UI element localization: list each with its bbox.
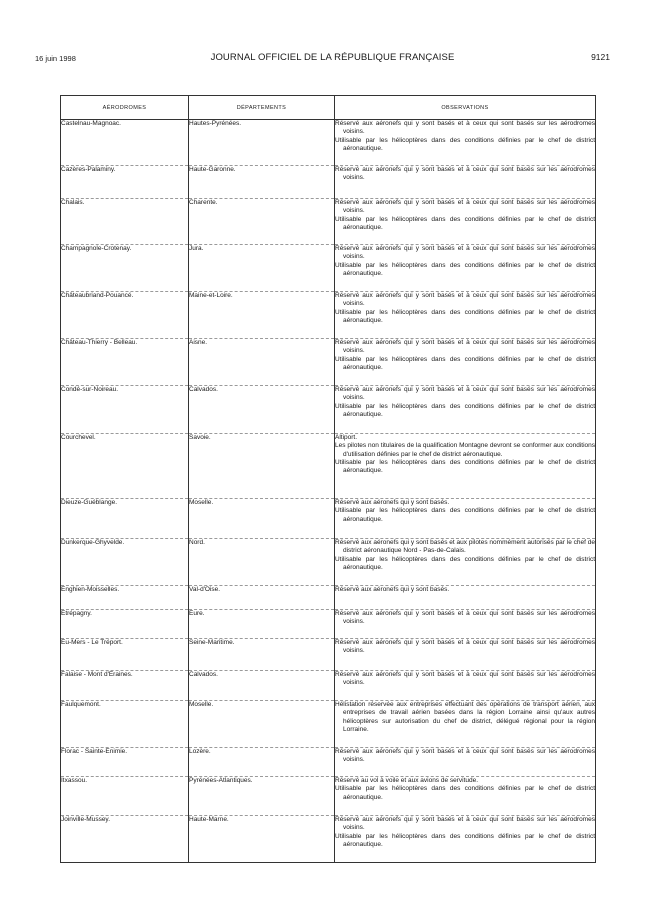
aerodrome-cell: Dunkerque-Ghyvelde. — [61, 539, 189, 586]
observations-cell — [335, 777, 596, 816]
aerodrome-cell: Joinville-Mussey. — [61, 816, 189, 863]
observation-paragraph: Réservé aux aéronefs qui y sont basés et à ceux qui sont basés sur les aérodromes voisins. — [335, 199, 595, 215]
table-row — [61, 166, 596, 199]
table-row — [61, 748, 596, 777]
table-header-row — [61, 96, 596, 120]
observation-paragraph: Réservé aux aéronefs qui y sont basés et à ceux qui sont basés sur les aérodromes voisins. — [335, 816, 595, 832]
observation-paragraph: Les pilotes non titulaires de la qualification Montagne devront se conformer aux conditions d'utilisation définies par le chef de district aéronautique. — [335, 442, 595, 458]
observations-cell — [335, 816, 596, 863]
departement-cell: Jura. — [189, 245, 335, 292]
table-row — [61, 499, 596, 539]
departement-cell: Haute-Garonne. — [189, 166, 335, 199]
observation-paragraph: Réservé aux aéronefs qui y sont basés et à ceux qui sont basés sur les aérodromes voisins. — [335, 610, 595, 626]
departement-cell: Moselle. — [189, 701, 335, 748]
table-row — [61, 199, 596, 245]
observations-cell — [335, 586, 596, 610]
observations-cell — [335, 434, 596, 499]
observations-cell — [335, 639, 596, 671]
observations-cell — [335, 539, 596, 586]
table-row — [61, 610, 596, 639]
observation-paragraph: Réservé aux aéronefs qui y sont basés et à ceux qui sont basés sur les aérodromes voisins. — [335, 386, 595, 402]
table-row — [61, 586, 596, 610]
aerodrome-cell: Champagnole-Crotenay. — [61, 245, 189, 292]
observation-paragraph: Utilisable par les hélicoptères dans des conditions définies par le chef de district aéronautique. — [335, 215, 595, 231]
observation-paragraph: Réservé aux aéronefs qui y sont basés et à ceux qui sont basés sur les aérodromes voisins. — [335, 245, 595, 261]
observation-paragraph: Utilisable par les hélicoptères dans des conditions définies par le chef de district aéronautique. — [335, 507, 595, 523]
observation-paragraph: Réservé aux aéronefs qui y sont basés et aux pilotes nommément autorisés par le chef de district aéronautique Nord - Pas-de-Calais. — [335, 539, 595, 555]
observation-paragraph: Réservé au vol à voile et aux avions de servitude. — [335, 777, 479, 784]
departement-cell: Seine-Maritime. — [189, 639, 335, 671]
departement-cell: Aisne. — [189, 339, 335, 386]
observations-cell — [335, 199, 596, 245]
departement-cell: Haute-Marne. — [189, 816, 335, 863]
aerodrome-cell: Falaise - Mont d'Eraines. — [61, 671, 189, 701]
publication-date: 16 juin 1998 — [35, 54, 76, 63]
departement-cell: Eure. — [189, 610, 335, 639]
observation-paragraph: Utilisable par les hélicoptères dans des conditions définies par le chef de district aéronautique. — [335, 832, 595, 848]
observations-cell — [335, 292, 596, 339]
observation-paragraph: Utilisable par les hélicoptères dans des conditions définies par le chef de district aéronautique. — [335, 458, 595, 475]
observation-paragraph: Utilisable par les hélicoptères dans des conditions définies par le chef de district aéronautique. — [335, 136, 595, 152]
departement-cell: Pyrénées-Atlantiques. — [189, 777, 335, 816]
departement-cell: Charente. — [189, 199, 335, 245]
departement-cell: Nord. — [189, 539, 335, 586]
aerodrome-cell: Itxassou. — [61, 777, 189, 816]
observation-paragraph: Utilisable par les hélicoptères dans des conditions définies par le chef de district aéronautique. — [335, 402, 595, 418]
observation-paragraph: Réservé aux aéronefs qui y sont basés et à ceux qui sont basés sur les aérodromes voisins. — [335, 748, 595, 764]
column-header-aerodromes: AÉRODROMES — [61, 96, 189, 120]
table-row — [61, 120, 596, 166]
table-row — [61, 777, 596, 816]
aerodrome-cell: Castelnau-Magnoac. — [61, 120, 189, 166]
aerodrome-cell: Faulquemont. — [61, 701, 189, 748]
observation-paragraph: Réservé aux aéronefs qui y sont basés et à ceux qui sont basés sur les aérodromes voisins. — [335, 639, 595, 655]
observation-paragraph: Utilisable par les hélicoptères dans des conditions définies par le chef de district aéronautique. — [335, 555, 595, 571]
table-row — [61, 816, 596, 863]
departement-cell: Moselle. — [189, 499, 335, 539]
aerodrome-cell: Eu-Mers - Le Tréport. — [61, 639, 189, 671]
observation-paragraph: Réservé aux aéronefs qui y sont basés et à ceux qui sont basés sur les aérodromes voisins. — [335, 292, 595, 308]
departement-cell: Hautes-Pyrénées. — [189, 120, 335, 166]
aerodrome-cell: Etrépagny. — [61, 610, 189, 639]
observations-cell — [335, 701, 596, 748]
table-row — [61, 701, 596, 748]
column-header-departements: DÉPARTEMENTS — [189, 96, 335, 120]
observation-paragraph: Utilisable par les hélicoptères dans des conditions définies par le chef de district aéronautique. — [335, 785, 595, 801]
aerodrome-cell: Chalais. — [61, 199, 189, 245]
aerodrome-cell: Courchevel. — [61, 434, 189, 499]
observations-cell — [335, 339, 596, 386]
observations-cell — [335, 120, 596, 166]
aerodrome-cell: Florac - Sainte-Enimie. — [61, 748, 189, 777]
aerodrome-cell: Enghien-Moisselles. — [61, 586, 189, 610]
aerodrome-cell: Condé-sur-Noireau. — [61, 386, 189, 434]
aerodromes-table — [60, 95, 596, 863]
observations-cell — [335, 610, 596, 639]
observation-paragraph: Réservé aux aéronefs qui y sont basés. — [335, 499, 450, 506]
departement-cell: Maine-et-Loire. — [189, 292, 335, 339]
aerodrome-cell: Château-Thierry - Belleau. — [61, 339, 189, 386]
table-row — [61, 539, 596, 586]
observation-paragraph: Réservé aux aéronefs qui y sont basés et à ceux qui sont basés sur les aérodromes voisins. — [335, 671, 595, 687]
table-row — [61, 639, 596, 671]
departement-cell: Val-d'Oise. — [189, 586, 335, 610]
observation-paragraph: Altiport. — [335, 434, 358, 441]
departement-cell: Calvados. — [189, 386, 335, 434]
table-row — [61, 245, 596, 292]
table-row — [61, 386, 596, 434]
observation-paragraph: Hélistation réservée aux entreprises effectuant des opérations de transport aérien, aux entreprises de travail aérien basées dans la région Lorraine ainsi qu'aux autres hélicoptères sur autorisation du chef de district, délégué régional pour la région Lorraine. — [335, 701, 595, 733]
journal-title: JOURNAL OFFICIEL DE LA RÉPUBLIQUE FRANÇAISE — [210, 52, 455, 63]
table-body — [61, 120, 596, 863]
observations-cell — [335, 166, 596, 199]
observations-cell — [335, 499, 596, 539]
table-row — [61, 671, 596, 701]
observation-paragraph: Réservé aux aéronefs qui y sont basés et à ceux qui sont basés sur les aérodromes voisins. — [335, 166, 595, 182]
table-row — [61, 434, 596, 499]
observation-paragraph: Utilisable par les hélicoptères dans des conditions définies par le chef de district aéronautique. — [335, 261, 595, 277]
observations-cell — [335, 245, 596, 292]
table-row — [61, 339, 596, 386]
page-number: 9121 — [591, 52, 610, 62]
observation-paragraph: Utilisable par les hélicoptères dans des conditions définies par le chef de district aéronautique. — [335, 308, 595, 324]
departement-cell: Lozère. — [189, 748, 335, 777]
observation-paragraph: Réservé aux aéronefs qui y sont basés et à ceux qui sont basés sur les aérodromes voisins. — [335, 339, 595, 355]
aerodrome-cell: Cazères-Palaminy. — [61, 166, 189, 199]
observation-paragraph: Réservé aux aéronefs qui y sont basés et à ceux qui sont basés sur les aérodromes voisins. — [335, 120, 595, 136]
observation-paragraph: Utilisable par les hélicoptères dans des conditions définies par le chef de district aéronautique. — [335, 355, 595, 371]
departement-cell: Calvados. — [189, 671, 335, 701]
aerodrome-cell: Dieuze-Guéblange. — [61, 499, 189, 539]
observation-paragraph: Réservé aux aéronefs qui y sont basés. — [335, 586, 450, 593]
observations-cell — [335, 671, 596, 701]
observations-cell — [335, 386, 596, 434]
aerodrome-cell: Châteaubriand-Pouancé. — [61, 292, 189, 339]
column-header-observations: OBSERVATIONS — [335, 96, 596, 120]
observations-cell — [335, 748, 596, 777]
departement-cell: Savoie. — [189, 434, 335, 499]
table-row — [61, 292, 596, 339]
